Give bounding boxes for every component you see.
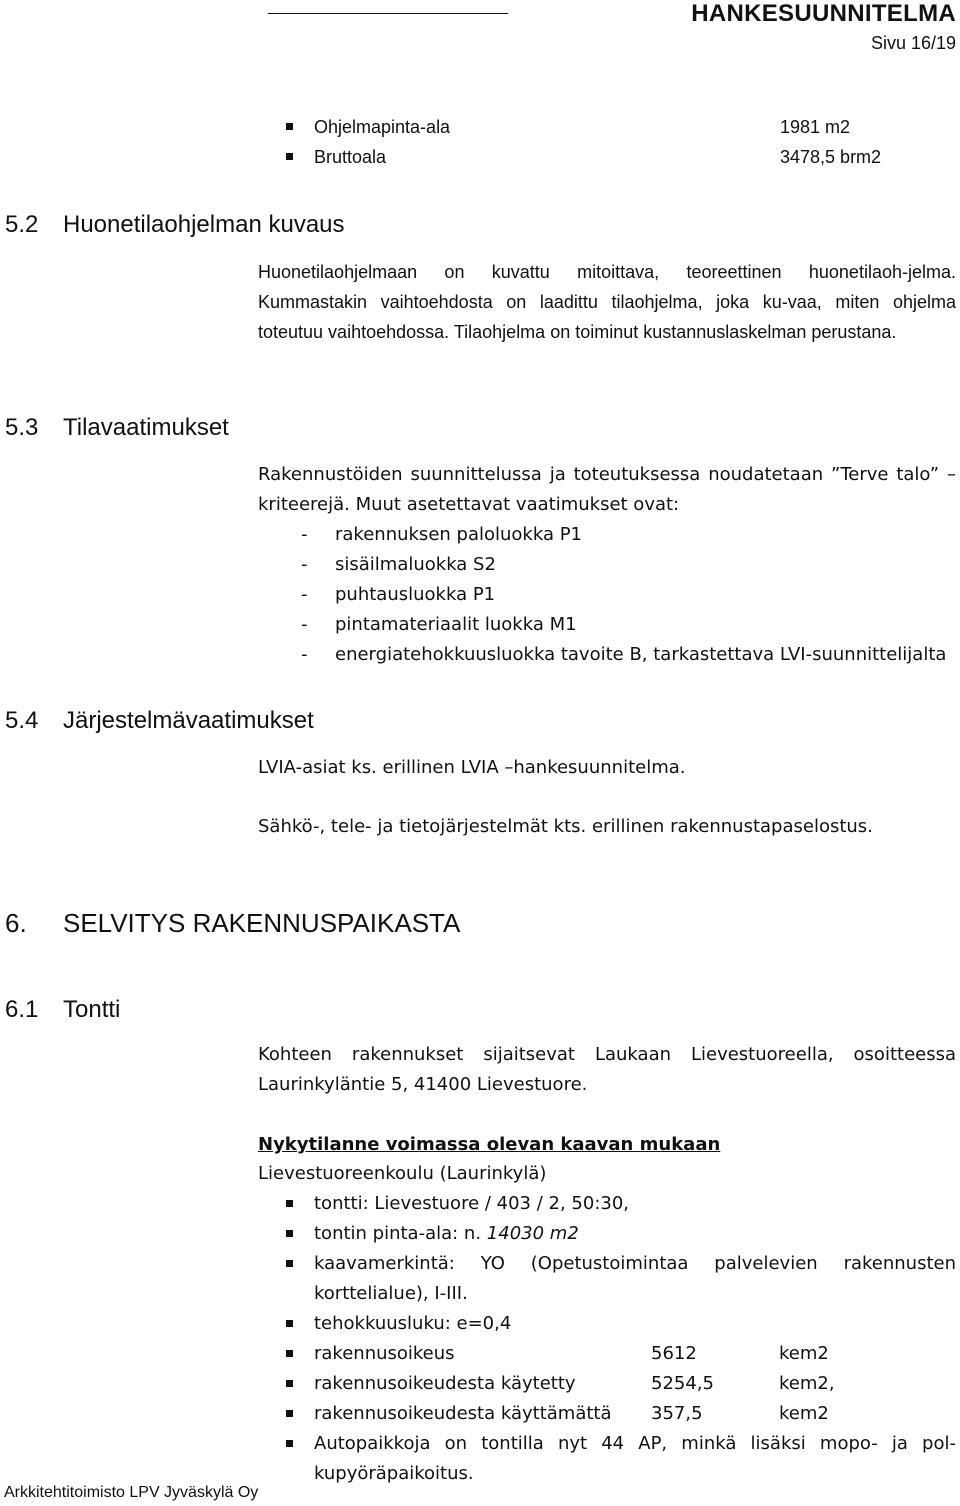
- list-item: - pintamateriaalit luokka M1: [301, 614, 577, 635]
- section-5-4-electrical: Sähkö-, tele- ja tietojärjestelmät kts. erillinen rakennustapaselostus.: [258, 816, 873, 837]
- list-item: tehokkuusluku: e=0,4: [258, 1309, 956, 1339]
- list-item: [258, 112, 898, 142]
- list-item: - puhtausluokka P1: [301, 584, 496, 605]
- list-item: tontti: Lievestuore / 403 / 2, 50:30,: [258, 1189, 956, 1219]
- section-heading-5-3: 5.3 Tilavaatimukset: [5, 414, 229, 441]
- requirements-list: [258, 520, 956, 670]
- list-item: kaavamerkintä: YO (Opetustoimintaa palvelevien rakennusten korttelialue), I-III.: [258, 1249, 956, 1309]
- list-item: Autopaikkoja on tontilla nyt 44 AP, minkä lisäksi mopo- ja pol-kupyöräpaikoitus.: [258, 1429, 956, 1489]
- school-name: Lievestuoreenkoulu (Laurinkylä): [258, 1163, 547, 1184]
- list-item: - sisäilmaluokka S2: [301, 554, 496, 575]
- plot-area-value: 14030 m2: [486, 1223, 579, 1244]
- list-item: rakennusoikeudesta käytetty 5254,5 kem2,: [258, 1369, 956, 1399]
- list-item: - energiatehokkuusluokka tavoite B, tarkastettava LVI-suunnittelijalta: [301, 644, 947, 665]
- document-title: HANKESUUNNITELMA: [691, 0, 956, 27]
- area-value: 3478,5 brm2: [780, 147, 882, 167]
- list-item: - rakennuksen paloluokka P1: [301, 524, 582, 545]
- area-label: Bruttoala: [314, 147, 387, 167]
- site-location-text: Kohteen rakennukset sijaitsevat Laukaan Lievestuoreella, osoitteessa Laurinkyläntie 5, 41400 Lievestuore.: [258, 1044, 956, 1095]
- section-heading-5-2: 5.2 Huonetilaohjelman kuvaus: [5, 211, 345, 238]
- section-5-2-text: Huonetilaohjelmaan on kuvattu mitoittava, teoreettinen huonetilaoh-jelma. Kummastakin vaihtoehdosta on laadittu tilaohjelma, joka ku-vaa, miten ohjelma toteutuu vaihtoehdossa. Tilaohjelma on toiminut kustannuslaskelman perustana.: [258, 262, 956, 342]
- area-value: 1981 m2: [780, 117, 851, 137]
- chapter-heading-6: 6. SELVITYS RAKENNUSPAIKASTA: [5, 908, 461, 938]
- section-heading-6-1: 6.1 Tontti: [5, 996, 121, 1023]
- footer-company: Arkkitehtitoimisto LPV Jyväskylä Oy: [4, 1484, 259, 1501]
- list-item: rakennusoikeus 5612 kem2: [258, 1339, 956, 1369]
- section-5-3-intro: Rakennustöiden suunnittelussa ja toteutuksessa noudatetaan ”Terve talo” –kriteerejä. Muut asetettavat vaatimukset ovat:: [258, 464, 956, 515]
- section-5-4-lvia: LVIA-asiat ks. erillinen LVIA –hankesuunnitelma.: [258, 757, 686, 778]
- page-number: Sivu 16/19: [870, 33, 956, 53]
- area-label: Ohjelmapinta-ala: [314, 117, 451, 137]
- zoning-list: [258, 1189, 956, 1489]
- list-item: tontin pinta-ala: n. 14030 m2: [258, 1219, 956, 1249]
- list-item: [258, 142, 898, 172]
- area-list: [258, 112, 898, 172]
- header-rule: [268, 13, 508, 14]
- list-item: rakennusoikeudesta käyttämättä 357,5 kem2: [258, 1399, 956, 1429]
- zoning-subtitle: Nykytilanne voimassa olevan kaavan mukaan: [258, 1134, 721, 1155]
- section-heading-5-4: 5.4 Järjestelmävaatimukset: [5, 707, 314, 734]
